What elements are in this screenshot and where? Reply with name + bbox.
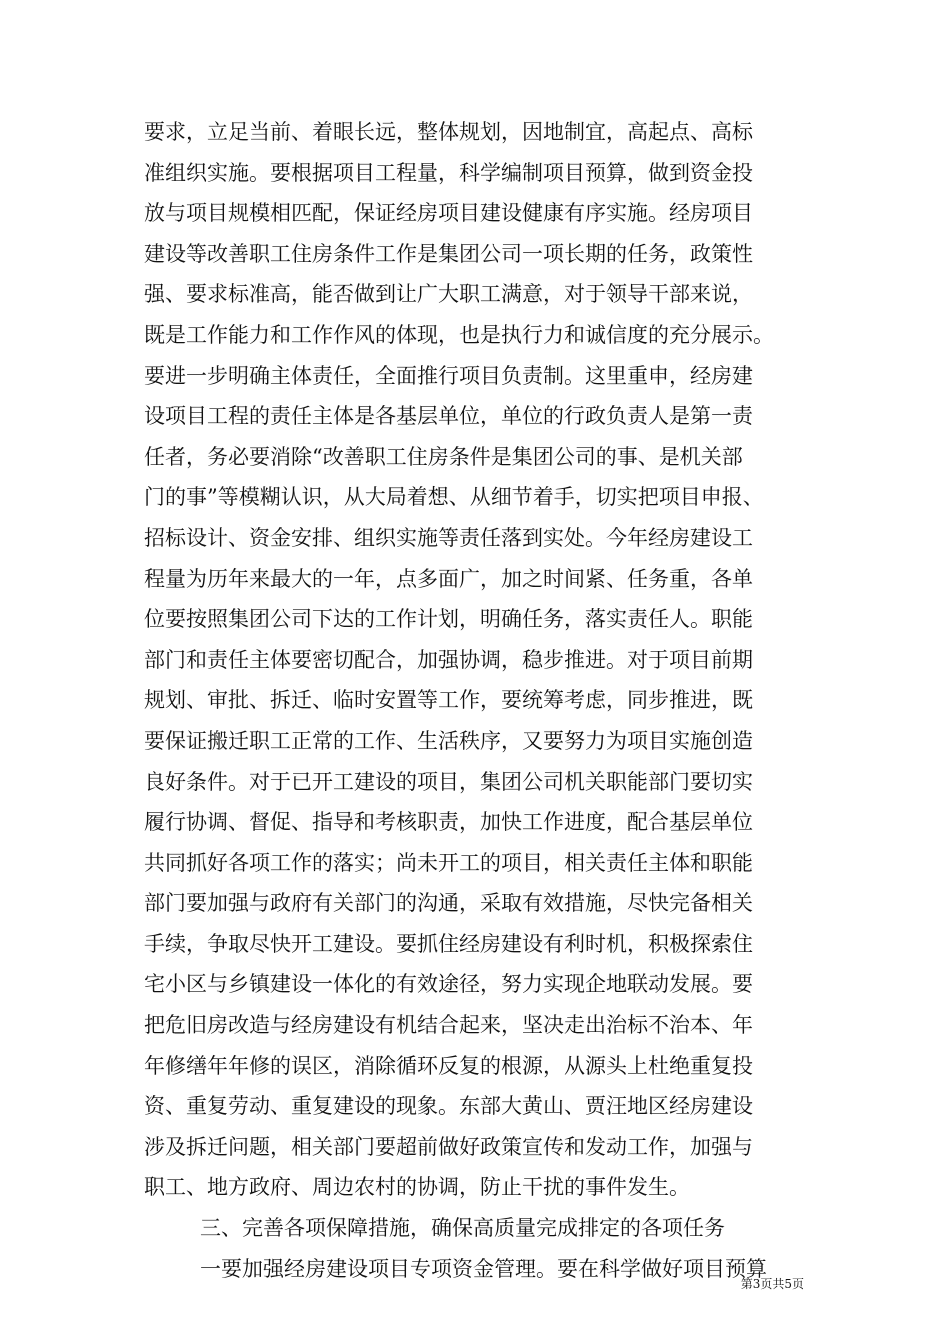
- text-line: 程量为历年来最大的一年，点多面广，加之时间紧、任务重，各单: [144, 566, 753, 591]
- text-line: 资、重复劳动、重复建设的现象。东部大黄山、贾汪地区经房建设: [144, 1094, 753, 1119]
- page-number: 第3页共5页: [740, 1277, 804, 1291]
- text-line: 招标设计、资金安排、组织实施等责任落到实处。今年经房建设工: [144, 525, 753, 550]
- text-line: 宅小区与乡镇建设一体化的有效途径，努力实现企地联动发展。要: [144, 972, 753, 997]
- body-text: [144, 112, 809, 1289]
- text-line: 强、要求标准高，能否做到让广大职工满意，对于领导干部来说，: [144, 282, 753, 307]
- section-heading: 三、完善各项保障措施，确保高质量完成排定的各项任务: [200, 1216, 725, 1241]
- text-line: 门的事”等模糊认识，从大局着想、从细节着手，切实把项目申报、: [144, 485, 764, 510]
- text-line: 一要加强经房建设项目专项资金管理。要在科学做好项目预算: [200, 1256, 767, 1281]
- text-line: 设项目工程的责任主体是各基层单位，单位的行政负责人是第一责: [144, 404, 753, 429]
- text-line: 准组织实施。要根据项目工程量，科学编制项目预算，做到资金投: [144, 160, 753, 185]
- text-line: 既是工作能力和工作作风的体现，也是执行力和诚信度的充分展示。: [144, 322, 774, 347]
- text-line: 涉及拆迁问题，相关部门要超前做好政策宣传和发动工作，加强与: [144, 1134, 753, 1159]
- text-line: 位要按照集团公司下达的工作计划，明确任务，落实责任人。职能: [144, 607, 753, 632]
- text-line: 共同抓好各项工作的落实；尚未开工的项目，相关责任主体和职能: [144, 850, 753, 875]
- text-line: 要进一步明确主体责任，全面推行项目负责制。这里重申，经房建: [144, 363, 753, 388]
- text-line: 任者，务必要消除“改善职工住房条件是集团公司的事、是机关部: [144, 444, 743, 469]
- text-line: 要求，立足当前、着眼长远，整体规划，因地制宜，高起点、高标: [144, 120, 753, 144]
- text-line: 职工、地方政府、周边农村的协调，防止干扰的事件发生。: [144, 1175, 690, 1200]
- text-line: 放与项目规模相匹配，保证经房项目建设健康有序实施。经房项目: [144, 201, 753, 226]
- text-line: 要保证搬迁职工正常的工作、生活秩序，又要努力为项目实施创造: [144, 728, 753, 753]
- text-line: 手续，争取尽快开工建设。要抓住经房建设有利时机，积极探索住: [144, 931, 753, 956]
- text-line: 年修缮年年修的误区，消除循环反复的根源，从源头上杜绝重复投: [144, 1053, 753, 1078]
- text-line: 良好条件。对于已开工建设的项目，集团公司机关职能部门要切实: [144, 769, 753, 794]
- text-line: 部门要加强与政府有关部门的沟通，采取有效措施，尽快完备相关: [144, 891, 753, 916]
- text-line: 规划、审批、拆迁、临时安置等工作，要统筹考虑，同步推进，既: [144, 688, 753, 713]
- text-line: 部门和责任主体要密切配合，加强协调，稳步推进。对于项目前期: [144, 647, 753, 672]
- text-line: 把危旧房改造与经房建设有机结合起来，坚决走出治标不治本、年: [144, 1013, 753, 1038]
- text-line: 建设等改善职工住房条件工作是集团公司一项长期的任务，政策性: [144, 241, 753, 266]
- text-line: 履行协调、督促、指导和考核职责，加快工作进度，配合基层单位: [144, 810, 753, 835]
